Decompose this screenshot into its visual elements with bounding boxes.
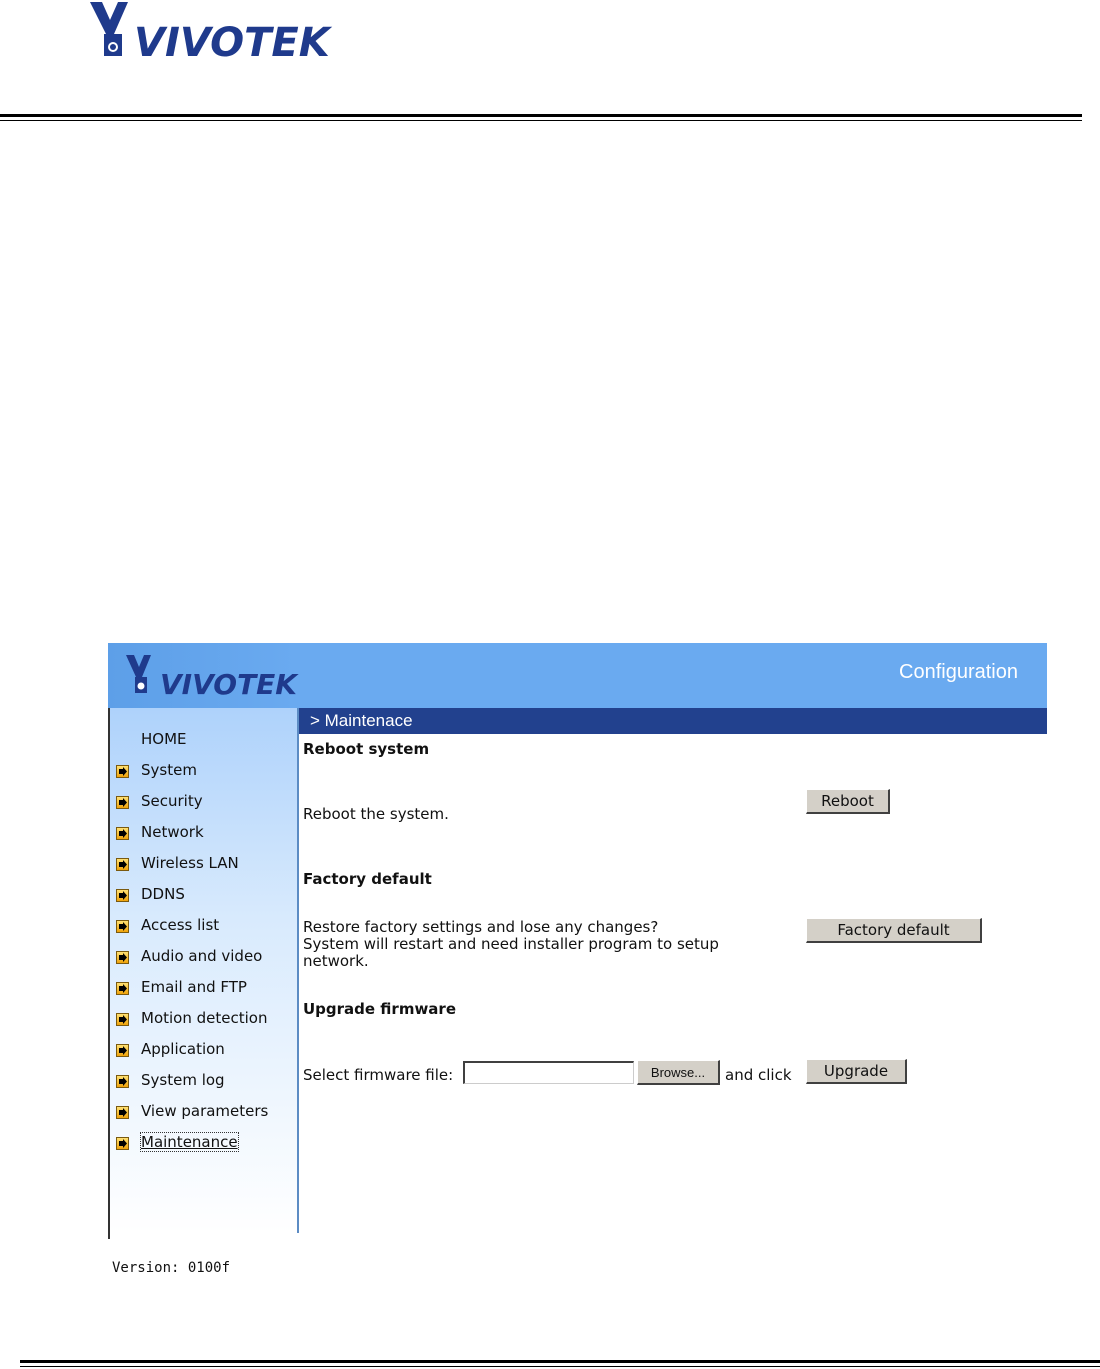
factory-default-line2: System will restart and need installer program to setup: [303, 935, 719, 953]
sidebar-item-view-parameters[interactable]: [110, 1100, 297, 1124]
arrow-right-icon: [116, 796, 129, 809]
arrow-right-icon: [116, 1106, 129, 1119]
footer-rule: [20, 1360, 1100, 1367]
arrow-right-icon: [116, 1044, 129, 1057]
reboot-description: Reboot the system.: [303, 805, 449, 823]
sidebar-item-application[interactable]: [110, 1038, 297, 1062]
sidebar: [110, 708, 297, 1276]
sidebar-item-label: Email and FTP: [141, 978, 247, 996]
sidebar-divider: [297, 708, 299, 1233]
arrow-right-icon: [116, 951, 129, 964]
sidebar-item-label: System: [141, 761, 197, 779]
arrow-right-icon: [116, 1013, 129, 1026]
arrow-right-icon: [116, 1075, 129, 1088]
sidebar-item-label: Security: [141, 792, 203, 810]
arrow-right-icon: [116, 920, 129, 933]
browse-button[interactable]: Browse...: [637, 1060, 720, 1085]
sidebar-item-security[interactable]: [110, 790, 297, 814]
sidebar-item-label: Access list: [141, 916, 220, 934]
reboot-button[interactable]: Reboot: [806, 789, 890, 814]
config-screenshot: [108, 643, 1047, 1276]
sidebar-item-label: Application: [141, 1040, 225, 1058]
sidebar-item-maintenance[interactable]: [110, 1131, 297, 1155]
config-title: Configuration: [899, 661, 1018, 683]
upgrade-button[interactable]: Upgrade: [806, 1059, 907, 1084]
sidebar-item-network[interactable]: [110, 821, 297, 845]
sidebar-item-motion-detection[interactable]: [110, 1007, 297, 1031]
sidebar-item-audio-and-video[interactable]: [110, 945, 297, 969]
sidebar-item-access-list[interactable]: [110, 914, 297, 938]
firmware-file-input[interactable]: [463, 1061, 634, 1084]
document-logo-text: VIVOTEK: [134, 20, 330, 62]
sidebar-item-label: DDNS: [141, 885, 185, 903]
sidebar-item-label: Audio and video: [141, 947, 263, 965]
config-banner: [108, 643, 1047, 708]
and-click-text: and click: [725, 1066, 792, 1084]
factory-default-line3: network.: [303, 952, 369, 970]
breadcrumb: [299, 708, 1047, 734]
sidebar-item-home[interactable]: [110, 728, 297, 752]
sidebar-item-label: System log: [141, 1071, 225, 1089]
document-logo: [88, 0, 348, 62]
vivotek-logo: [124, 655, 300, 699]
upgrade-firmware-heading: Upgrade firmware: [303, 1000, 457, 1018]
sidebar-item-label: View parameters: [141, 1102, 269, 1120]
vivotek-logo-text: VIVOTEK: [160, 668, 297, 699]
sidebar-item-label: Network: [141, 823, 204, 841]
header-rule: [0, 114, 1082, 121]
arrow-right-icon: [116, 858, 129, 871]
factory-default-line1: Restore factory settings and lose any changes?: [303, 918, 659, 936]
sidebar-item-label: HOME: [141, 730, 187, 748]
sidebar-item-system-log[interactable]: [110, 1069, 297, 1093]
sidebar-item-ddns[interactable]: [110, 883, 297, 907]
arrow-right-icon: [116, 765, 129, 778]
sidebar-item-label: Motion detection: [141, 1009, 268, 1027]
sidebar-item-label: Wireless LAN: [141, 854, 239, 872]
arrow-right-icon: [116, 827, 129, 840]
arrow-right-icon: [116, 982, 129, 995]
firmware-file-label: Select firmware file:: [303, 1066, 454, 1084]
sidebar-item-system[interactable]: [110, 759, 297, 783]
version-text: Version: 0100f: [112, 1260, 231, 1276]
sidebar-item-label: Maintenance: [141, 1133, 238, 1151]
factory-default-heading: Factory default: [303, 870, 432, 888]
factory-default-button[interactable]: Factory default: [806, 918, 982, 943]
breadcrumb-text: > Maintenace: [310, 711, 413, 730]
arrow-right-icon: [116, 889, 129, 902]
reboot-heading: Reboot system: [303, 740, 430, 758]
sidebar-item-wireless-lan[interactable]: [110, 852, 297, 876]
sidebar-item-email-and-ftp[interactable]: [110, 976, 297, 1000]
arrow-right-icon: [116, 1137, 129, 1150]
